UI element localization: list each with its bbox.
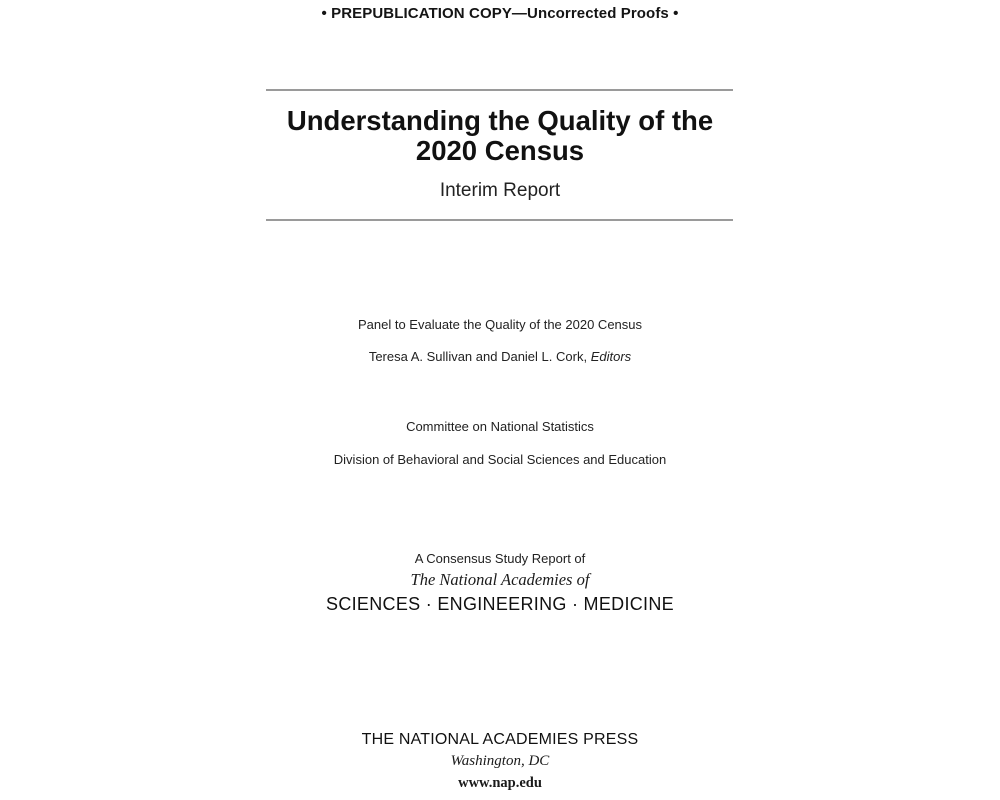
prepublication-banner: • PREPUBLICATION COPY—Uncorrected Proofs • [321, 5, 679, 22]
sciences-engineering-medicine: SCIENCES · ENGINEERING · MEDICINE [326, 594, 674, 614]
division-name: Division of Behavioral and Social Sciences and Education [333, 452, 667, 467]
editor-names: Teresa A. Sullivan and Daniel L. Cork, [368, 349, 588, 364]
panel-name: Panel to Evaluate the Quality of the 2020 Census [357, 317, 643, 332]
publisher-city: Washington, DC [450, 753, 550, 769]
committee-name: Committee on National Statistics [406, 419, 594, 434]
academies-name: The National Academies of [410, 570, 590, 589]
report-title-line-2: 2020 Census [415, 135, 585, 166]
editors-role: Editors [590, 349, 632, 364]
consensus-statement: A Consensus Study Report of [414, 551, 586, 566]
publisher-name: THE NATIONAL ACADEMIES PRESS [361, 731, 639, 748]
publisher-url: www.nap.edu [458, 775, 542, 791]
top-divider [266, 89, 733, 91]
report-title-line-1: Understanding the Quality of the [286, 105, 714, 136]
report-title [0, 106, 1000, 166]
report-subtitle: Interim Report [439, 180, 561, 201]
bottom-divider [266, 219, 733, 221]
editors-line [0, 349, 1000, 364]
